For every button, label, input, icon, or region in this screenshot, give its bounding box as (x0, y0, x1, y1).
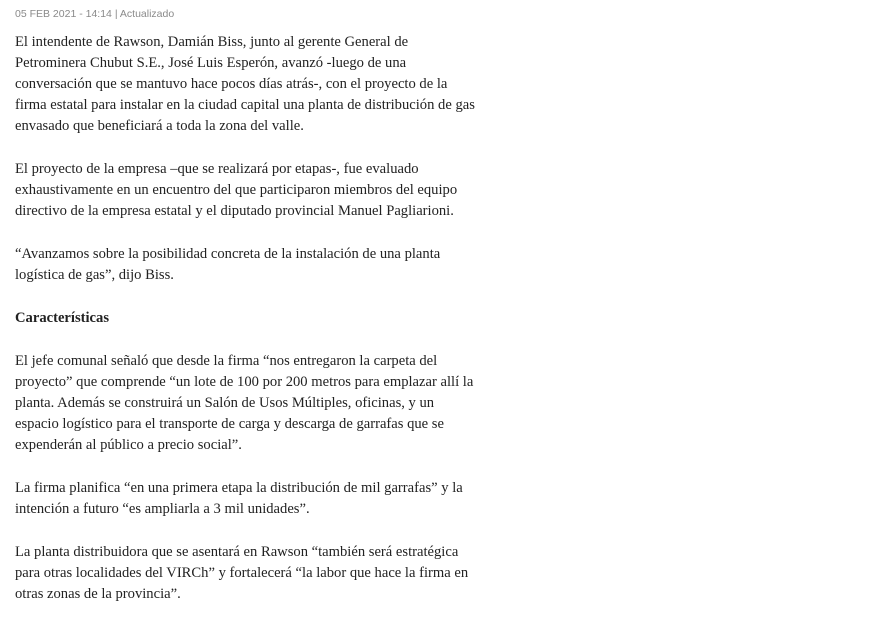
paragraph-1: El intendente de Rawson, Damián Biss, junto al gerente General de Petrominera Chubut S.E., José Luis Esperón, avanzó -luego de una conversación que se mantuvo hace pocos días atrás-, con el proyecto de la firma estatal para instalar en la ciudad capital una planta de distribución de gas envasado que beneficiará a toda la zona del valle. (15, 34, 475, 134)
update-status: Actualizado (119, 8, 175, 20)
article-body (15, 32, 475, 605)
paragraph-6: La planta distribuidora que se asentará en Rawson “también será estratégica para otras localidades del VIRCh” y fortalecerá “la labor que hace la firma en otras zonas de la provincia”. (15, 544, 469, 602)
section-subheading: Características (15, 310, 110, 326)
meta-separator: | (114, 8, 120, 20)
article-meta (15, 7, 475, 21)
paragraph-4: El jefe comunal señaló que desde la firma “nos entregaron la carpeta del proyecto” que comprende “un lote de 100 por 200 metros para emplazar allí la planta. Además se construirá un Salón de Usos Múltiples, oficinas, y un espacio logístico para el transporte de carga y descarga de garrafas que se expenderán al público a precio social”. (15, 353, 474, 453)
paragraph-2: El proyecto de la empresa –que se realizará por etapas-, fue evaluado exhaustivamente en un encuentro del que participaron miembros del equipo directivo de la empresa estatal y el diputado provincial Manuel Pagliarioni. (15, 161, 458, 219)
publish-date: 05 FEB 2021 - 14:14 (15, 8, 112, 20)
article (15, 0, 475, 627)
paragraph-5: La firma planifica “en una primera etapa la distribución de mil garrafas” y la intención a futuro “es ampliarla a 3 mil unidades”. (15, 480, 463, 517)
paragraph-3: “Avanzamos sobre la posibilidad concreta de la instalación de una planta logística de gas”, dijo Biss. (15, 246, 441, 283)
